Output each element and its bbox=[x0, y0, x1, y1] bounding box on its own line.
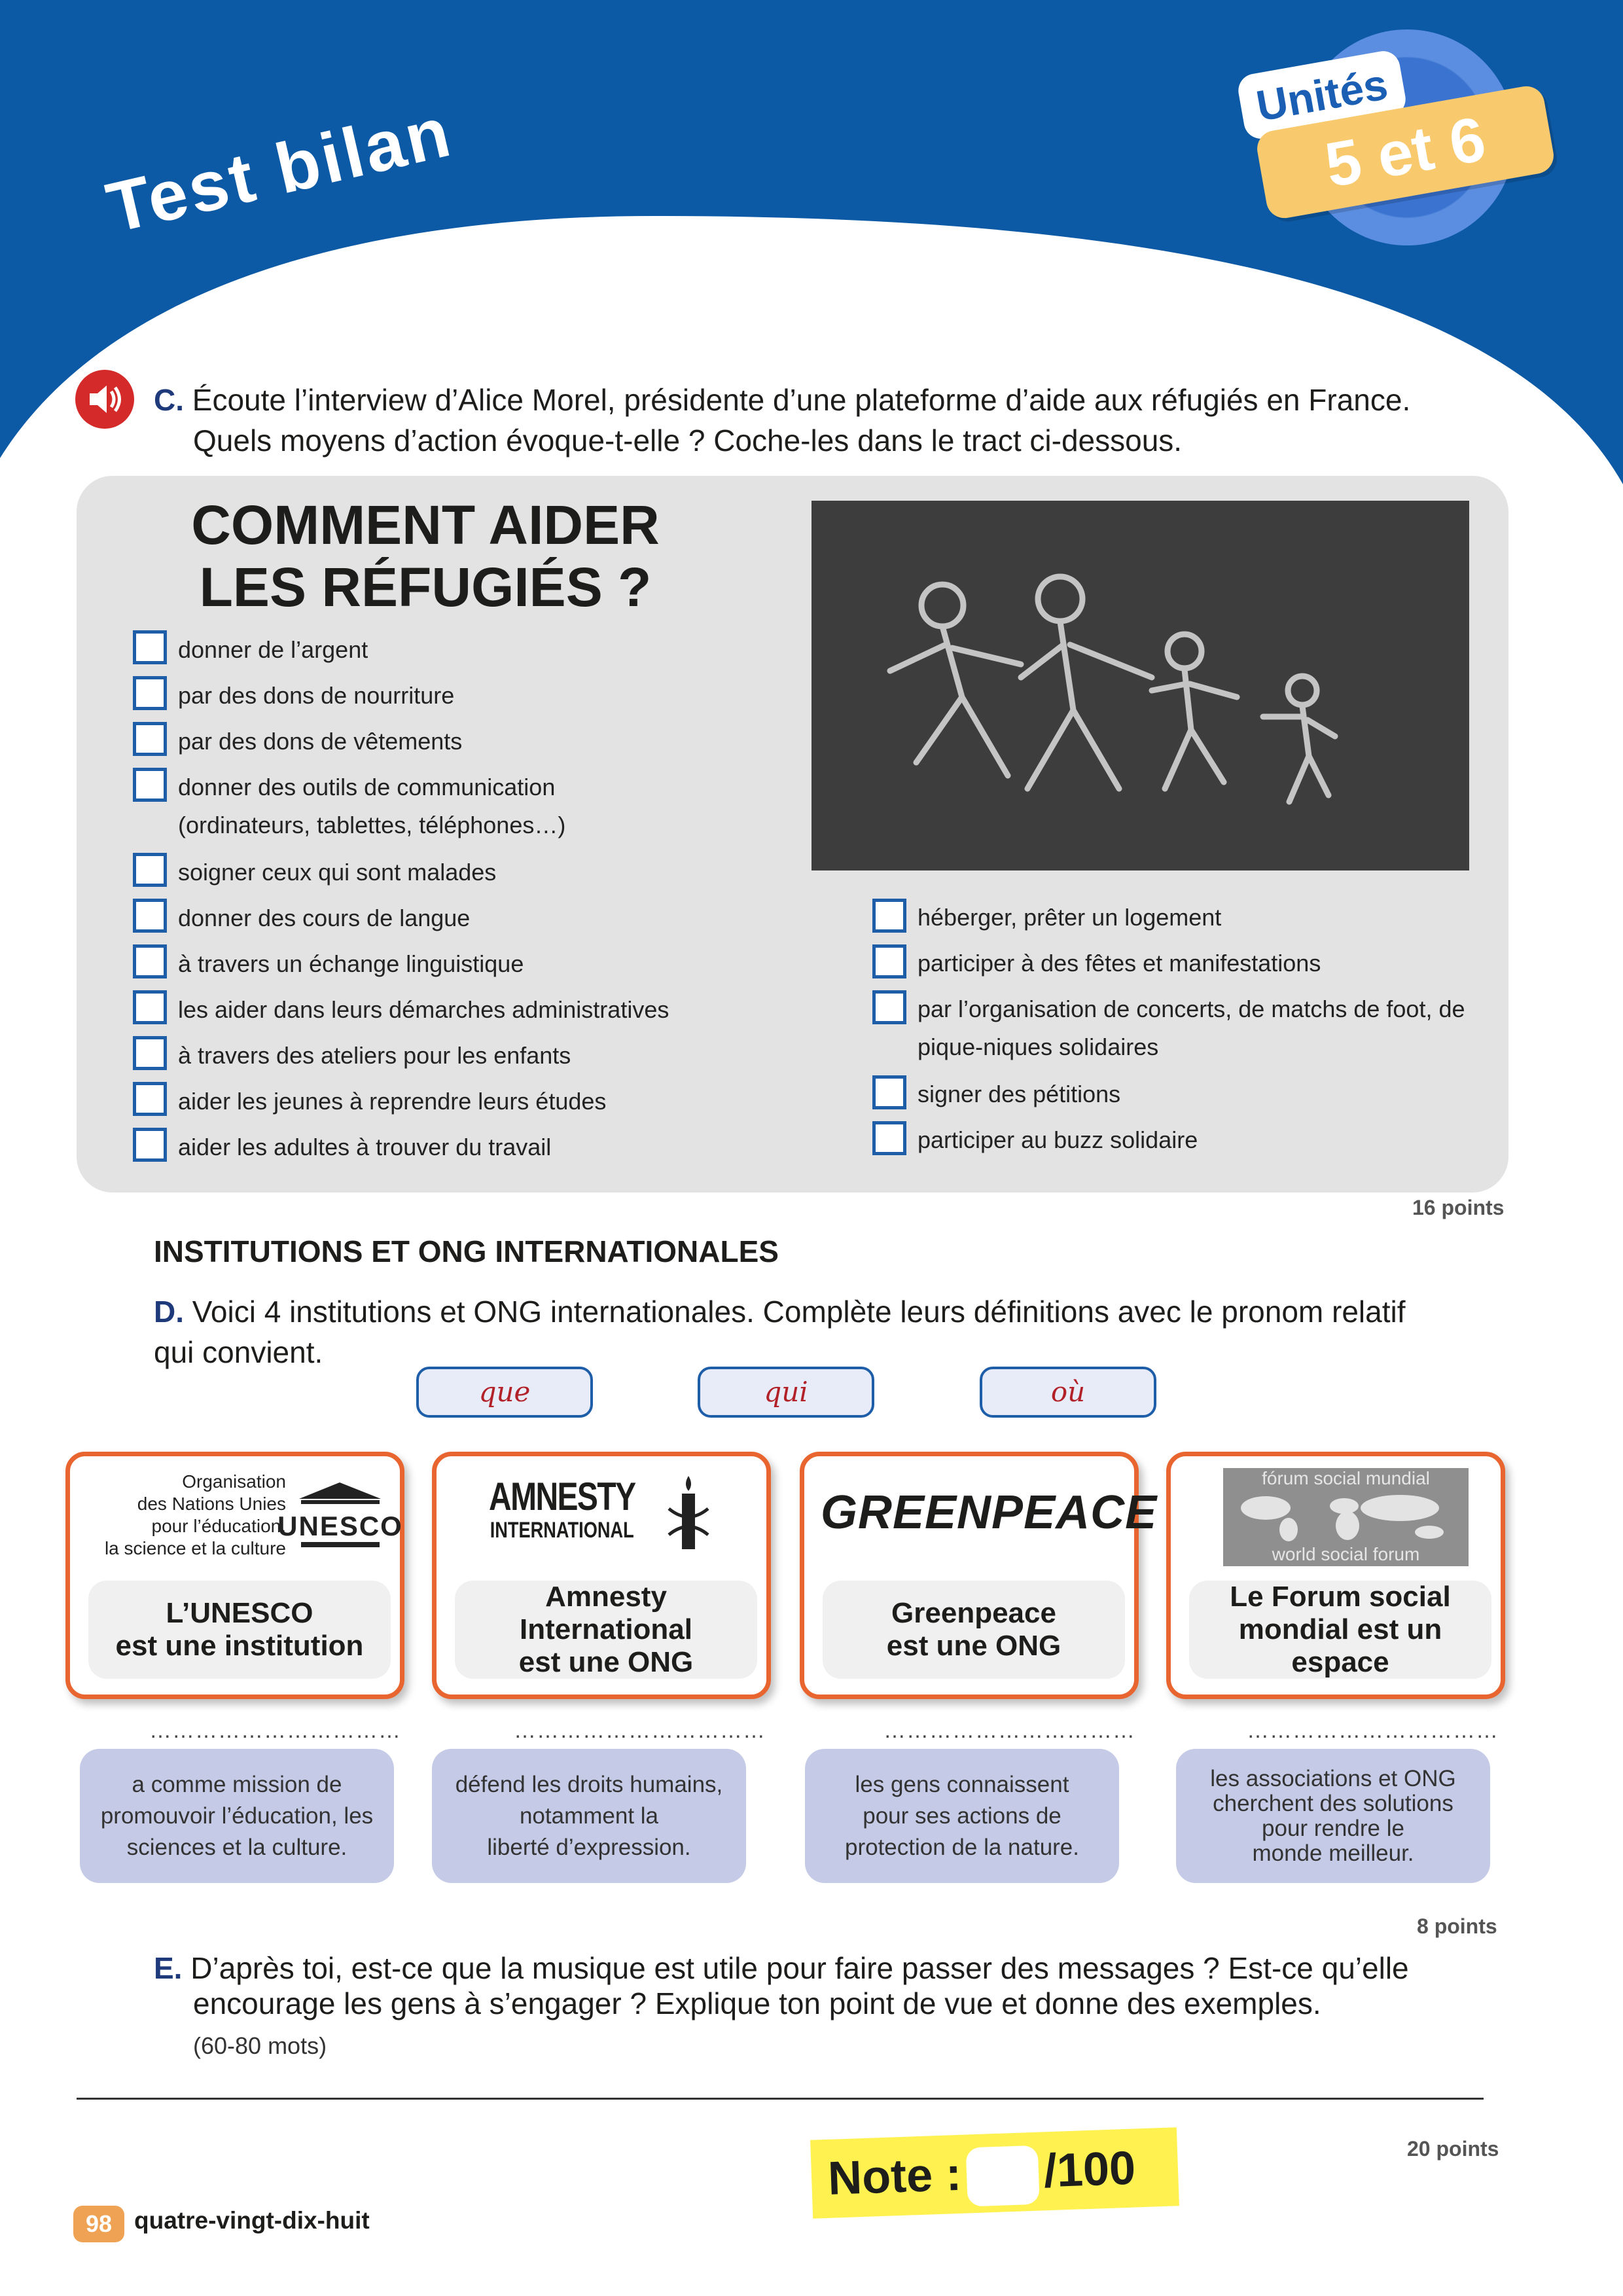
unesco-logo-text bbox=[77, 1471, 286, 1560]
definition-line: pour rendre le bbox=[1262, 1815, 1404, 1841]
points-label: 20 points bbox=[1407, 2137, 1499, 2161]
checkbox[interactable] bbox=[872, 1075, 906, 1109]
checkbox[interactable] bbox=[872, 899, 906, 933]
definition-line: protection de la nature. bbox=[844, 1834, 1079, 1860]
checkbox[interactable] bbox=[133, 1128, 167, 1162]
pronoun-option[interactable]: que bbox=[416, 1367, 593, 1418]
page-number: 98 bbox=[73, 2206, 124, 2242]
checklist-item-continuation: (ordinateurs, tablettes, téléphones…) bbox=[178, 812, 566, 838]
org-name-line: L’UNESCO bbox=[166, 1597, 313, 1629]
checklist-item: soigner ceux qui sont malades bbox=[178, 859, 497, 886]
checkbox[interactable] bbox=[133, 899, 167, 933]
checkbox[interactable] bbox=[872, 990, 906, 1024]
org-name-box bbox=[823, 1581, 1125, 1679]
definition-line: notamment la bbox=[519, 1803, 659, 1829]
checkbox[interactable] bbox=[133, 1036, 167, 1070]
org-name-box bbox=[455, 1581, 757, 1679]
answer-blank[interactable]: …………………………… bbox=[883, 1718, 1135, 1743]
checkbox[interactable] bbox=[133, 630, 167, 664]
checklist-item: donner de l’argent bbox=[178, 636, 368, 663]
instruction-line: encourage les gens à s’engager ? Explique ton point de vue et donne des exemples. bbox=[193, 1986, 1321, 2020]
checklist-item: à travers des ateliers pour les enfants bbox=[178, 1042, 571, 1069]
exercise-letter: C. bbox=[154, 383, 184, 417]
org-name-line: est une ONG bbox=[886, 1630, 1061, 1662]
answer-line[interactable] bbox=[77, 2098, 1484, 2100]
logo-line: la science et la culture bbox=[104, 1538, 286, 1558]
instruction-line: Quels moyens d’action évoque-t-elle ? Coche-les dans le tract ci-dessous. bbox=[193, 423, 1183, 457]
world-map-logo bbox=[1223, 1468, 1469, 1566]
unesco-logo-mark: UNESCO bbox=[277, 1511, 403, 1541]
refugees-chalk-drawing bbox=[812, 501, 1469, 870]
page-title: Test bilan bbox=[99, 91, 459, 248]
definition-line: monde meilleur. bbox=[1252, 1840, 1414, 1866]
org-card-forum-social bbox=[1166, 1452, 1505, 1699]
candle-icon bbox=[662, 1473, 715, 1558]
checkbox[interactable] bbox=[133, 676, 167, 710]
definition-box bbox=[432, 1749, 746, 1883]
checklist-item: participer au buzz solidaire bbox=[918, 1126, 1198, 1153]
checklist-item: aider les jeunes à reprendre leurs études bbox=[178, 1088, 607, 1115]
checklist-item: par des dons de nourriture bbox=[178, 682, 455, 709]
definition-line: sciences et la culture. bbox=[126, 1834, 348, 1860]
checklist-item: signer des pétitions bbox=[918, 1081, 1121, 1107]
checklist-item: à travers un échange linguistique bbox=[178, 950, 524, 977]
logo-line: des Nations Unies bbox=[137, 1494, 286, 1514]
logo-line: world social forum bbox=[1272, 1544, 1420, 1564]
exercise-d-instruction bbox=[154, 1291, 1405, 1332]
checklist-item: participer à des fêtes et manifestations bbox=[918, 950, 1321, 977]
definition-line: les gens connaissent bbox=[855, 1771, 1069, 1797]
org-card-amnesty bbox=[432, 1452, 771, 1699]
org-name-line: est une institution bbox=[115, 1630, 364, 1662]
checklist-item: les aider dans leurs démarches administratives bbox=[178, 996, 669, 1023]
logo-line: AMNESTY bbox=[489, 1475, 635, 1518]
section-heading: INSTITUTIONS ET ONG INTERNATIONALES bbox=[154, 1234, 779, 1268]
definition-line: pour ses actions de bbox=[863, 1803, 1061, 1829]
audio-speaker-icon[interactable] bbox=[75, 370, 134, 429]
answer-blank[interactable]: …………………………… bbox=[1247, 1718, 1499, 1743]
tract-title-line: LES RÉFUGIÉS ? bbox=[199, 556, 652, 618]
checklist-item: par l’organisation de concerts, de matchs de foot, de bbox=[918, 996, 1465, 1022]
pronoun-option[interactable]: où bbox=[980, 1367, 1156, 1418]
definition-line: défend les droits humains, bbox=[455, 1771, 723, 1797]
definition-box bbox=[805, 1749, 1119, 1883]
units-badge-label: Unités bbox=[1236, 48, 1408, 141]
checkbox[interactable] bbox=[133, 990, 167, 1024]
org-name-line: Greenpeace bbox=[891, 1597, 1056, 1629]
answer-blank[interactable]: …………………………… bbox=[514, 1718, 766, 1743]
definition-box bbox=[1176, 1749, 1490, 1883]
tract-title-line: COMMENT AIDER bbox=[191, 494, 660, 556]
checkbox[interactable] bbox=[872, 1121, 906, 1155]
instruction-line: D’après toi, est-ce que la musique est utile pour faire passer des messages ? Est-ce qu’elle bbox=[190, 1951, 1409, 1985]
logo-line: pour l’éducation, bbox=[151, 1516, 286, 1536]
checklist-item: héberger, prêter un logement bbox=[918, 904, 1222, 931]
logo-line: INTERNATIONAL bbox=[490, 1518, 634, 1543]
checkbox[interactable] bbox=[133, 944, 167, 978]
definition-box bbox=[80, 1749, 394, 1883]
logo-line: fórum social mundial bbox=[1262, 1468, 1430, 1488]
points-label: 16 points bbox=[1412, 1196, 1505, 1219]
checklist-item-continuation: pique-niques solidaires bbox=[918, 1033, 1159, 1060]
amnesty-logo-text bbox=[489, 1476, 671, 1543]
definition-line: cherchent des solutions bbox=[1213, 1790, 1454, 1816]
greenpeace-logo-text: GREENPEACE bbox=[821, 1486, 1158, 1539]
checkbox[interactable] bbox=[133, 853, 167, 887]
pronoun-option[interactable]: qui bbox=[698, 1367, 874, 1418]
definition-line: liberté d’expression. bbox=[487, 1834, 691, 1860]
page-number-words: quatre-vingt-dix-huit bbox=[134, 2207, 370, 2234]
score-input[interactable] bbox=[966, 2145, 1040, 2207]
checklist-item: donner des cours de langue bbox=[178, 905, 471, 931]
checkbox[interactable] bbox=[133, 722, 167, 756]
definition-line: les associations et ONG bbox=[1210, 1765, 1456, 1791]
tract-title bbox=[131, 494, 720, 619]
instruction-line: Écoute l’interview d’Alice Morel, présidente d’une plateforme d’aide aux réfugiés en France. bbox=[192, 383, 1411, 417]
word-count-hint: (60-80 mots) bbox=[193, 2032, 327, 2059]
org-name-line: est une ONG bbox=[518, 1646, 694, 1678]
answer-blank[interactable]: …………………………… bbox=[149, 1718, 401, 1743]
org-name-box bbox=[1189, 1581, 1491, 1679]
checkbox[interactable] bbox=[133, 768, 167, 802]
points-label: 8 points bbox=[1417, 1914, 1497, 1938]
definition-line: promouvoir l’éducation, les bbox=[100, 1803, 374, 1829]
org-card-unesco bbox=[65, 1452, 404, 1699]
units-badge-number: 5 et 6 bbox=[1255, 83, 1557, 221]
exercise-c-instruction bbox=[154, 380, 1410, 420]
exercise-letter: D. bbox=[154, 1295, 184, 1329]
org-name-line: Amnesty International bbox=[519, 1581, 693, 1645]
checkbox[interactable] bbox=[133, 1082, 167, 1116]
checklist-item: donner des outils de communication bbox=[178, 774, 556, 800]
unesco-temple-logo bbox=[277, 1479, 403, 1551]
instruction-line: Voici 4 institutions et ONG internationales. Complète leurs définitions avec le pronom relatif bbox=[192, 1295, 1406, 1329]
note-total: /100 bbox=[1043, 2142, 1137, 2198]
exercise-e-instruction bbox=[154, 1948, 1409, 1988]
org-card-greenpeace bbox=[800, 1452, 1158, 1699]
org-name-line: Le Forum social bbox=[1230, 1581, 1451, 1613]
logo-line: Organisation bbox=[182, 1471, 286, 1492]
org-name-box bbox=[88, 1581, 391, 1679]
checklist-item: par des dons de vêtements bbox=[178, 728, 463, 755]
definition-line: a comme mission de bbox=[132, 1771, 342, 1797]
exercise-letter: E. bbox=[154, 1951, 183, 1985]
checklist-item: aider les adultes à trouver du travail bbox=[178, 1134, 552, 1160]
instruction-line: qui convient. bbox=[154, 1335, 323, 1369]
checkbox[interactable] bbox=[872, 944, 906, 978]
note-label: Note : bbox=[827, 2147, 963, 2205]
score-note bbox=[810, 2127, 1179, 2218]
org-name-line: mondial est un espace bbox=[1238, 1613, 1442, 1678]
